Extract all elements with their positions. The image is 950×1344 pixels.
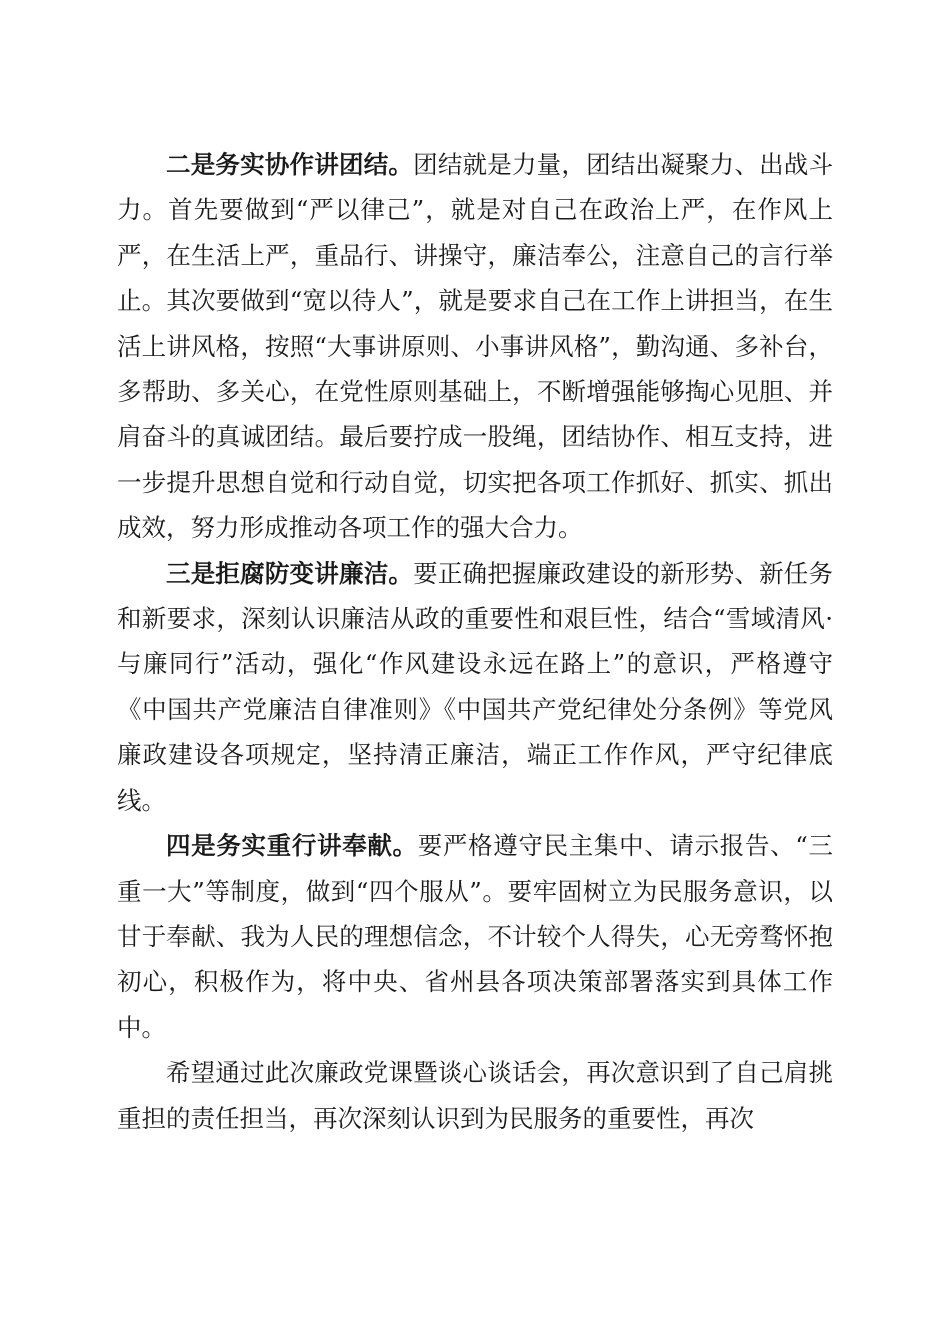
paragraph-dedication	[117, 823, 833, 1050]
paragraph-unity	[117, 142, 833, 551]
paragraph-conclusion	[117, 1050, 833, 1141]
paragraph-heading: 四是务实重行讲奉献。	[166, 831, 418, 861]
document-body	[117, 142, 833, 1141]
paragraph-text: 希望通过此次廉政党课暨谈心谈话会，再次意识到了自己肩挑重担的责任担当，再次深刻认识到为民服务的重要性，再次	[117, 1058, 833, 1133]
paragraph-heading: 二是务实协作讲团结。	[166, 150, 414, 179]
paragraph-text: 要正确把握廉政建设的新形势、新任务和新要求，深刻认识廉洁从政的重要性和艰巨性，结合“雪域清风·与廉同行”活动，强化“作风建设永远在路上”的意识，严格遵守《中国共产党廉洁自律准则》《中国共产党纪律处分条例》等党风廉政建设各项规定，坚持清正廉洁，端正工作作风，严守纪律底线。	[117, 558, 834, 815]
paragraph-text: 要严格遵守民主集中、请示报告、“三重一大”等制度，做到“四个服从”。要牢固树立为民服务意识，以甘于奉献、我为人民的理想信念，不计较个人得失，心无旁骛怀抱初心，积极作为，将中央、省州县各项决策部署落实到具体工作中。	[117, 831, 833, 1042]
paragraph-heading: 三是拒腐防变讲廉洁。	[166, 558, 414, 588]
paragraph-integrity	[117, 551, 833, 823]
paragraph-text: 团结就是力量，团结出凝聚力、出战斗力。首先要做到“严以律己”，就是对自己在政治上严，在作风上严，在生活上严，重品行、讲操守，廉洁奉公，注意自己的言行举止。其次要做到“宽以待人”，就是要求自己在工作上讲担当，在生活上讲风格，按照“大事讲原则、小事讲风格”，勤沟通、多补台，多帮助、多关心，在党性原则基础上，不断增强能够掏心见胆、并肩奋斗的真诚团结。最后要拧成一股绳，团结协作、相互支持，进一步提升思想自觉和行动自觉，切实把各项工作抓好、抓实、抓出成效，努力形成推动各项工作的强大合力。	[117, 150, 834, 543]
